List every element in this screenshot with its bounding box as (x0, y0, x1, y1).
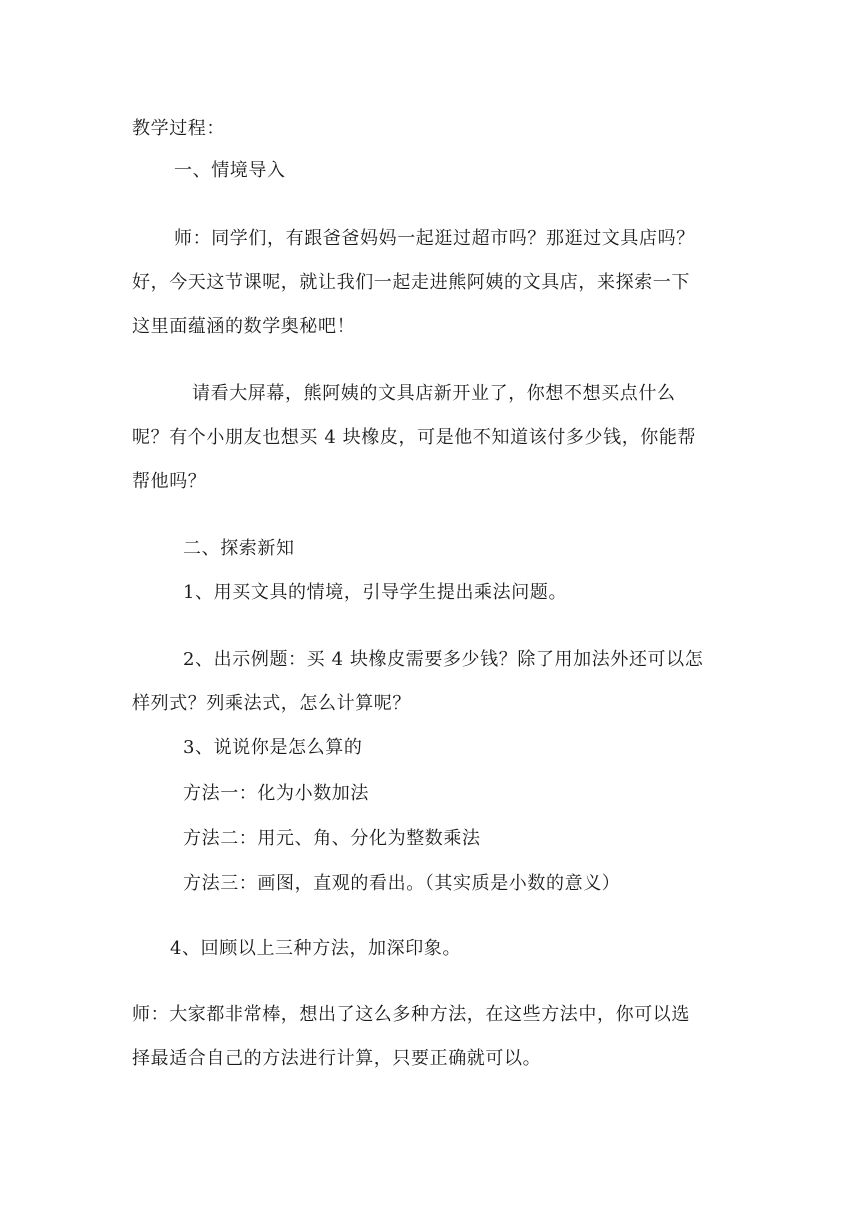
paragraph-line: 帮他吗？ (132, 471, 207, 492)
paragraph-line: 呢？有个小朋友也想买 4 块橡皮，可是他不知道该付多少钱，你能帮 (132, 427, 697, 448)
list-item: 2、出示例题：买 4 块橡皮需要多少钱？除了用加法外还可以怎 (183, 649, 704, 670)
section-heading-explore: 二、探索新知 (183, 538, 295, 559)
paragraph-line: 样列式？列乘法式，怎么计算呢？ (132, 693, 411, 714)
heading-teaching-process: 教学过程： (132, 118, 225, 139)
paragraph-line: 师：同学们，有跟爸爸妈妈一起逛过超市吗？那逛过文具店吗？ (174, 228, 695, 249)
paragraph-line: 师：大家都非常棒，想出了这么多种方法，在这些方法中，你可以选 (132, 1004, 690, 1025)
section-heading-introduction: 一、情境导入 (174, 160, 286, 181)
list-item: 1、用买文具的情境，引导学生提出乘法问题。 (183, 582, 568, 603)
method-item: 方法三：画图，直观的看出。（其实质是小数的意义） (183, 873, 621, 894)
list-item: 3、说说你是怎么算的 (183, 737, 363, 758)
paragraph-line: 好，今天这节课呢，就让我们一起走进熊阿姨的文具店，来探索一下 (132, 272, 690, 293)
paragraph-line: 请看大屏幕，熊阿姨的文具店新开业了，你想不想买点什么 (192, 383, 676, 404)
paragraph-line: 择最适合自己的方法进行计算，只要正确就可以。 (132, 1048, 542, 1069)
method-item: 方法一：化为小数加法 (183, 783, 369, 804)
method-item: 方法二：用元、角、分化为整数乘法 (183, 828, 481, 849)
list-item: 4、回顾以上三种方法，加深印象。 (170, 938, 462, 959)
paragraph-line: 这里面蕴涵的数学奥秘吧！ (132, 316, 356, 337)
